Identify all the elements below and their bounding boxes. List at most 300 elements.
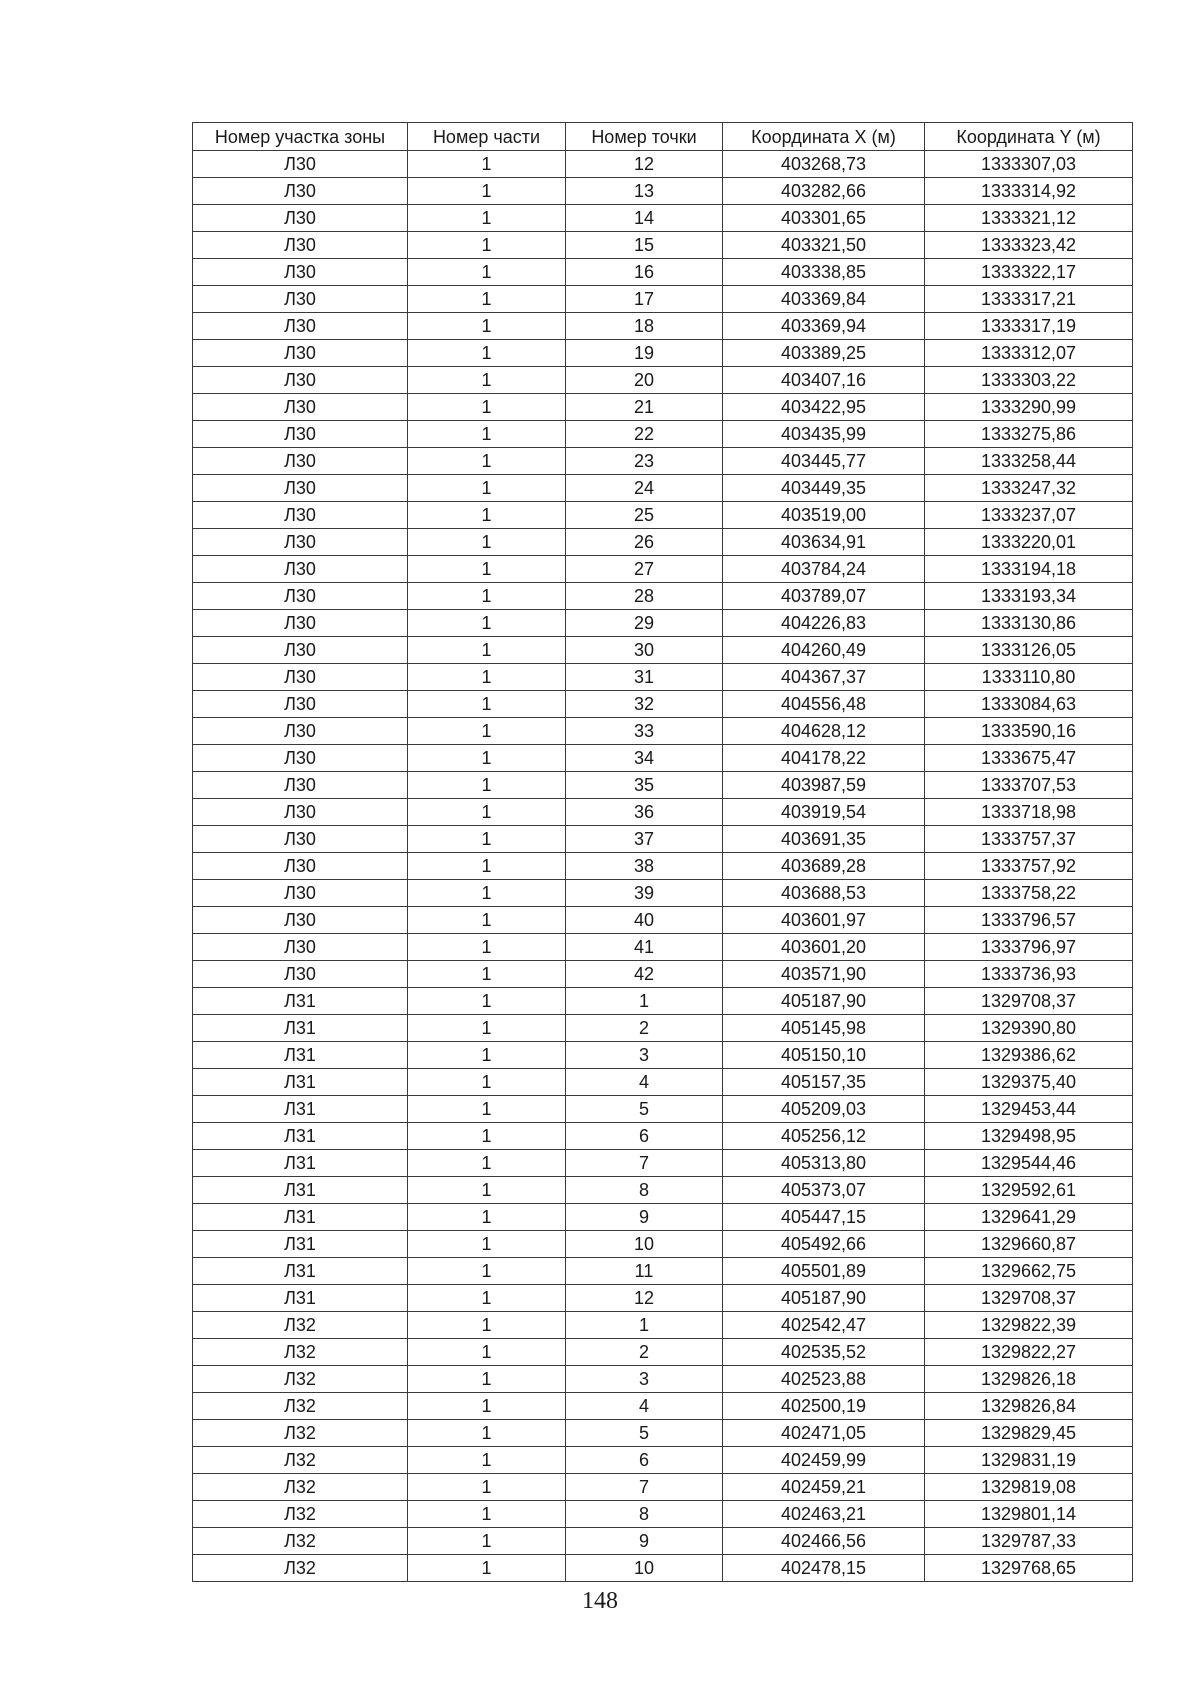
table-row bbox=[193, 1069, 1133, 1096]
coordinate-y-cell: 1333247,32 bbox=[925, 475, 1133, 502]
point-number-cell: 19 bbox=[566, 340, 723, 367]
zone-plot-number-cell: Л32 bbox=[193, 1447, 408, 1474]
part-number-cell: 1 bbox=[408, 394, 566, 421]
coordinate-y-cell: 1333275,86 bbox=[925, 421, 1133, 448]
table-row bbox=[193, 1258, 1133, 1285]
coordinate-y-cell: 1329386,62 bbox=[925, 1042, 1133, 1069]
point-number-cell: 7 bbox=[566, 1150, 723, 1177]
coordinate-x-cell: 405447,15 bbox=[723, 1204, 925, 1231]
table-row bbox=[193, 1150, 1133, 1177]
coordinate-x-cell: 402459,21 bbox=[723, 1474, 925, 1501]
point-number-cell: 8 bbox=[566, 1501, 723, 1528]
point-number-cell: 5 bbox=[566, 1096, 723, 1123]
part-number-cell: 1 bbox=[408, 502, 566, 529]
part-number-cell: 1 bbox=[408, 1474, 566, 1501]
coordinate-x-cell: 405209,03 bbox=[723, 1096, 925, 1123]
zone-plot-number-cell: Л30 bbox=[193, 421, 408, 448]
point-number-cell: 1 bbox=[566, 988, 723, 1015]
zone-plot-number-cell: Л31 bbox=[193, 988, 408, 1015]
part-number-cell: 1 bbox=[408, 1366, 566, 1393]
point-number-cell: 38 bbox=[566, 853, 723, 880]
part-number-cell: 1 bbox=[408, 232, 566, 259]
coordinate-y-cell: 1333321,12 bbox=[925, 205, 1133, 232]
coordinate-x-cell: 402459,99 bbox=[723, 1447, 925, 1474]
part-number-cell: 1 bbox=[408, 826, 566, 853]
coordinate-y-cell: 1329831,19 bbox=[925, 1447, 1133, 1474]
coordinate-x-cell: 403688,53 bbox=[723, 880, 925, 907]
point-number-cell: 1 bbox=[566, 1312, 723, 1339]
point-number-cell: 3 bbox=[566, 1366, 723, 1393]
coordinate-x-cell: 404556,48 bbox=[723, 691, 925, 718]
coordinate-y-cell: 1333130,86 bbox=[925, 610, 1133, 637]
part-number-cell: 1 bbox=[408, 880, 566, 907]
part-number-cell: 1 bbox=[408, 934, 566, 961]
coordinate-x-cell: 403449,35 bbox=[723, 475, 925, 502]
point-number-cell: 4 bbox=[566, 1393, 723, 1420]
coordinate-y-cell: 1329787,33 bbox=[925, 1528, 1133, 1555]
coordinate-x-cell: 403601,97 bbox=[723, 907, 925, 934]
part-number-cell: 1 bbox=[408, 1204, 566, 1231]
coordinate-y-cell: 1329826,84 bbox=[925, 1393, 1133, 1420]
table-row bbox=[193, 1096, 1133, 1123]
coordinate-x-cell: 403445,77 bbox=[723, 448, 925, 475]
coordinates-table bbox=[192, 122, 1133, 1582]
table-row bbox=[193, 1555, 1133, 1582]
table-row bbox=[193, 286, 1133, 313]
coordinate-x-cell: 403435,99 bbox=[723, 421, 925, 448]
part-number-cell: 1 bbox=[408, 1312, 566, 1339]
zone-plot-number-cell: Л30 bbox=[193, 259, 408, 286]
coordinate-y-cell: 1329498,95 bbox=[925, 1123, 1133, 1150]
table-row bbox=[193, 1447, 1133, 1474]
coordinate-y-cell: 1333314,92 bbox=[925, 178, 1133, 205]
zone-plot-number-cell: Л30 bbox=[193, 367, 408, 394]
zone-plot-number-cell: Л30 bbox=[193, 502, 408, 529]
zone-plot-number-cell: Л30 bbox=[193, 205, 408, 232]
table-row bbox=[193, 610, 1133, 637]
coordinate-x-cell: 402535,52 bbox=[723, 1339, 925, 1366]
zone-plot-number-cell: Л30 bbox=[193, 583, 408, 610]
table-row bbox=[193, 259, 1133, 286]
coordinate-y-cell: 1333590,16 bbox=[925, 718, 1133, 745]
point-number-cell: 10 bbox=[566, 1555, 723, 1582]
coordinate-x-cell: 405145,98 bbox=[723, 1015, 925, 1042]
coordinate-x-cell: 402466,56 bbox=[723, 1528, 925, 1555]
table-row bbox=[193, 502, 1133, 529]
point-number-cell: 15 bbox=[566, 232, 723, 259]
coordinate-y-cell: 1333707,53 bbox=[925, 772, 1133, 799]
part-number-cell: 1 bbox=[408, 718, 566, 745]
coordinate-x-cell: 405187,90 bbox=[723, 1285, 925, 1312]
point-number-cell: 12 bbox=[566, 1285, 723, 1312]
coordinate-y-cell: 1333303,22 bbox=[925, 367, 1133, 394]
coordinate-x-cell: 402542,47 bbox=[723, 1312, 925, 1339]
zone-plot-number-cell: Л31 bbox=[193, 1042, 408, 1069]
table-row bbox=[193, 934, 1133, 961]
coordinate-y-cell: 1333110,80 bbox=[925, 664, 1133, 691]
header-row bbox=[193, 123, 1133, 151]
column-header-part-number: Номер части bbox=[408, 123, 566, 151]
zone-plot-number-cell: Л30 bbox=[193, 448, 408, 475]
coordinate-y-cell: 1329375,40 bbox=[925, 1069, 1133, 1096]
point-number-cell: 34 bbox=[566, 745, 723, 772]
coordinate-y-cell: 1333312,07 bbox=[925, 340, 1133, 367]
zone-plot-number-cell: Л32 bbox=[193, 1393, 408, 1420]
table-row bbox=[193, 232, 1133, 259]
coordinate-y-cell: 1333736,93 bbox=[925, 961, 1133, 988]
coordinate-x-cell: 404226,83 bbox=[723, 610, 925, 637]
coordinate-y-cell: 1329592,61 bbox=[925, 1177, 1133, 1204]
part-number-cell: 1 bbox=[408, 448, 566, 475]
part-number-cell: 1 bbox=[408, 1393, 566, 1420]
coordinate-y-cell: 1329708,37 bbox=[925, 1285, 1133, 1312]
part-number-cell: 1 bbox=[408, 610, 566, 637]
point-number-cell: 8 bbox=[566, 1177, 723, 1204]
coordinate-y-cell: 1333757,92 bbox=[925, 853, 1133, 880]
table-row bbox=[193, 394, 1133, 421]
point-number-cell: 32 bbox=[566, 691, 723, 718]
coordinate-y-cell: 1333258,44 bbox=[925, 448, 1133, 475]
coordinate-y-cell: 1333237,07 bbox=[925, 502, 1133, 529]
part-number-cell: 1 bbox=[408, 178, 566, 205]
point-number-cell: 27 bbox=[566, 556, 723, 583]
coordinate-x-cell: 404178,22 bbox=[723, 745, 925, 772]
coordinate-x-cell: 405501,89 bbox=[723, 1258, 925, 1285]
part-number-cell: 1 bbox=[408, 853, 566, 880]
part-number-cell: 1 bbox=[408, 1501, 566, 1528]
table-row bbox=[193, 475, 1133, 502]
part-number-cell: 1 bbox=[408, 664, 566, 691]
zone-plot-number-cell: Л30 bbox=[193, 934, 408, 961]
table-row bbox=[193, 583, 1133, 610]
zone-plot-number-cell: Л32 bbox=[193, 1555, 408, 1582]
zone-plot-number-cell: Л30 bbox=[193, 151, 408, 178]
table-row bbox=[193, 1528, 1133, 1555]
point-number-cell: 6 bbox=[566, 1447, 723, 1474]
coordinate-x-cell: 403268,73 bbox=[723, 151, 925, 178]
coordinate-y-cell: 1329662,75 bbox=[925, 1258, 1133, 1285]
table-row bbox=[193, 988, 1133, 1015]
point-number-cell: 39 bbox=[566, 880, 723, 907]
zone-plot-number-cell: Л32 bbox=[193, 1312, 408, 1339]
table-row bbox=[193, 1393, 1133, 1420]
table-row bbox=[193, 1339, 1133, 1366]
coordinate-x-cell: 403601,20 bbox=[723, 934, 925, 961]
part-number-cell: 1 bbox=[408, 583, 566, 610]
zone-plot-number-cell: Л32 bbox=[193, 1366, 408, 1393]
zone-plot-number-cell: Л30 bbox=[193, 340, 408, 367]
zone-plot-number-cell: Л30 bbox=[193, 961, 408, 988]
table-row bbox=[193, 1420, 1133, 1447]
table-row bbox=[193, 1366, 1133, 1393]
table-row bbox=[193, 691, 1133, 718]
point-number-cell: 5 bbox=[566, 1420, 723, 1447]
point-number-cell: 14 bbox=[566, 205, 723, 232]
zone-plot-number-cell: Л30 bbox=[193, 313, 408, 340]
part-number-cell: 1 bbox=[408, 1015, 566, 1042]
zone-plot-number-cell: Л31 bbox=[193, 1285, 408, 1312]
table-row bbox=[193, 853, 1133, 880]
table-row bbox=[193, 1285, 1133, 1312]
table-header bbox=[193, 123, 1133, 151]
zone-plot-number-cell: Л32 bbox=[193, 1528, 408, 1555]
part-number-cell: 1 bbox=[408, 1042, 566, 1069]
coordinate-y-cell: 1329641,29 bbox=[925, 1204, 1133, 1231]
part-number-cell: 1 bbox=[408, 1285, 566, 1312]
coordinate-x-cell: 405313,80 bbox=[723, 1150, 925, 1177]
zone-plot-number-cell: Л30 bbox=[193, 556, 408, 583]
zone-plot-number-cell: Л30 bbox=[193, 394, 408, 421]
part-number-cell: 1 bbox=[408, 799, 566, 826]
table-row bbox=[193, 178, 1133, 205]
part-number-cell: 1 bbox=[408, 556, 566, 583]
point-number-cell: 10 bbox=[566, 1231, 723, 1258]
coordinate-y-cell: 1329660,87 bbox=[925, 1231, 1133, 1258]
table-row bbox=[193, 907, 1133, 934]
zone-plot-number-cell: Л32 bbox=[193, 1474, 408, 1501]
table-row bbox=[193, 556, 1133, 583]
table-row bbox=[193, 961, 1133, 988]
coordinate-x-cell: 405492,66 bbox=[723, 1231, 925, 1258]
zone-plot-number-cell: Л30 bbox=[193, 691, 408, 718]
table-row bbox=[193, 826, 1133, 853]
column-header-point-number: Номер точки bbox=[566, 123, 723, 151]
table-row bbox=[193, 340, 1133, 367]
table-row bbox=[193, 1231, 1133, 1258]
zone-plot-number-cell: Л30 bbox=[193, 826, 408, 853]
zone-plot-number-cell: Л31 bbox=[193, 1177, 408, 1204]
coordinate-y-cell: 1329829,45 bbox=[925, 1420, 1133, 1447]
table-row bbox=[193, 664, 1133, 691]
coordinate-x-cell: 405373,07 bbox=[723, 1177, 925, 1204]
coordinate-x-cell: 403987,59 bbox=[723, 772, 925, 799]
point-number-cell: 23 bbox=[566, 448, 723, 475]
zone-plot-number-cell: Л30 bbox=[193, 718, 408, 745]
point-number-cell: 18 bbox=[566, 313, 723, 340]
coordinate-x-cell: 403338,85 bbox=[723, 259, 925, 286]
coordinate-x-cell: 405256,12 bbox=[723, 1123, 925, 1150]
part-number-cell: 1 bbox=[408, 313, 566, 340]
part-number-cell: 1 bbox=[408, 1123, 566, 1150]
point-number-cell: 22 bbox=[566, 421, 723, 448]
part-number-cell: 1 bbox=[408, 745, 566, 772]
zone-plot-number-cell: Л32 bbox=[193, 1420, 408, 1447]
point-number-cell: 33 bbox=[566, 718, 723, 745]
point-number-cell: 2 bbox=[566, 1015, 723, 1042]
table-row bbox=[193, 718, 1133, 745]
part-number-cell: 1 bbox=[408, 1528, 566, 1555]
zone-plot-number-cell: Л31 bbox=[193, 1258, 408, 1285]
part-number-cell: 1 bbox=[408, 907, 566, 934]
coordinate-x-cell: 403919,54 bbox=[723, 799, 925, 826]
coordinate-y-cell: 1333758,22 bbox=[925, 880, 1133, 907]
point-number-cell: 29 bbox=[566, 610, 723, 637]
table-row bbox=[193, 1015, 1133, 1042]
table-row bbox=[193, 1312, 1133, 1339]
part-number-cell: 1 bbox=[408, 205, 566, 232]
coordinate-y-cell: 1329708,37 bbox=[925, 988, 1133, 1015]
zone-plot-number-cell: Л30 bbox=[193, 286, 408, 313]
table-row bbox=[193, 151, 1133, 178]
part-number-cell: 1 bbox=[408, 1150, 566, 1177]
point-number-cell: 7 bbox=[566, 1474, 723, 1501]
part-number-cell: 1 bbox=[408, 340, 566, 367]
coordinate-y-cell: 1329453,44 bbox=[925, 1096, 1133, 1123]
point-number-cell: 11 bbox=[566, 1258, 723, 1285]
zone-plot-number-cell: Л30 bbox=[193, 907, 408, 934]
table-row bbox=[193, 1501, 1133, 1528]
coordinate-y-cell: 1333084,63 bbox=[925, 691, 1133, 718]
coordinate-x-cell: 403691,35 bbox=[723, 826, 925, 853]
coordinate-x-cell: 405157,35 bbox=[723, 1069, 925, 1096]
coordinate-y-cell: 1333194,18 bbox=[925, 556, 1133, 583]
point-number-cell: 16 bbox=[566, 259, 723, 286]
coordinate-y-cell: 1333796,97 bbox=[925, 934, 1133, 961]
zone-plot-number-cell: Л30 bbox=[193, 529, 408, 556]
table-row bbox=[193, 448, 1133, 475]
coordinate-y-cell: 1333757,37 bbox=[925, 826, 1133, 853]
coordinate-x-cell: 404628,12 bbox=[723, 718, 925, 745]
part-number-cell: 1 bbox=[408, 1177, 566, 1204]
table-row bbox=[193, 421, 1133, 448]
coordinate-x-cell: 403389,25 bbox=[723, 340, 925, 367]
point-number-cell: 31 bbox=[566, 664, 723, 691]
zone-plot-number-cell: Л30 bbox=[193, 745, 408, 772]
part-number-cell: 1 bbox=[408, 637, 566, 664]
coordinate-x-cell: 403789,07 bbox=[723, 583, 925, 610]
coordinate-y-cell: 1333317,19 bbox=[925, 313, 1133, 340]
table-row bbox=[193, 880, 1133, 907]
zone-plot-number-cell: Л31 bbox=[193, 1015, 408, 1042]
point-number-cell: 26 bbox=[566, 529, 723, 556]
point-number-cell: 4 bbox=[566, 1069, 723, 1096]
coordinate-y-cell: 1333317,21 bbox=[925, 286, 1133, 313]
zone-plot-number-cell: Л30 bbox=[193, 853, 408, 880]
table-row bbox=[193, 1123, 1133, 1150]
zone-plot-number-cell: Л30 bbox=[193, 178, 408, 205]
coordinate-y-cell: 1333126,05 bbox=[925, 637, 1133, 664]
zone-plot-number-cell: Л30 bbox=[193, 772, 408, 799]
zone-plot-number-cell: Л30 bbox=[193, 880, 408, 907]
point-number-cell: 12 bbox=[566, 151, 723, 178]
coordinate-y-cell: 1329768,65 bbox=[925, 1555, 1133, 1582]
zone-plot-number-cell: Л30 bbox=[193, 610, 408, 637]
coordinate-x-cell: 403321,50 bbox=[723, 232, 925, 259]
point-number-cell: 20 bbox=[566, 367, 723, 394]
part-number-cell: 1 bbox=[408, 1447, 566, 1474]
column-header-coordinate-x: Координата X (м) bbox=[723, 123, 925, 151]
point-number-cell: 28 bbox=[566, 583, 723, 610]
part-number-cell: 1 bbox=[408, 151, 566, 178]
coordinate-x-cell: 403422,95 bbox=[723, 394, 925, 421]
coordinate-x-cell: 404367,37 bbox=[723, 664, 925, 691]
zone-plot-number-cell: Л30 bbox=[193, 664, 408, 691]
part-number-cell: 1 bbox=[408, 1555, 566, 1582]
coordinate-y-cell: 1329390,80 bbox=[925, 1015, 1133, 1042]
table-row bbox=[193, 367, 1133, 394]
coordinate-y-cell: 1333322,17 bbox=[925, 259, 1133, 286]
table-row bbox=[193, 772, 1133, 799]
point-number-cell: 17 bbox=[566, 286, 723, 313]
part-number-cell: 1 bbox=[408, 286, 566, 313]
table-row bbox=[193, 799, 1133, 826]
table-row bbox=[193, 1042, 1133, 1069]
coordinate-x-cell: 402478,15 bbox=[723, 1555, 925, 1582]
coordinate-y-cell: 1333290,99 bbox=[925, 394, 1133, 421]
coordinate-x-cell: 403634,91 bbox=[723, 529, 925, 556]
part-number-cell: 1 bbox=[408, 988, 566, 1015]
coordinate-y-cell: 1329822,39 bbox=[925, 1312, 1133, 1339]
table-row bbox=[193, 1474, 1133, 1501]
coordinate-y-cell: 1333675,47 bbox=[925, 745, 1133, 772]
zone-plot-number-cell: Л31 bbox=[193, 1123, 408, 1150]
part-number-cell: 1 bbox=[408, 1096, 566, 1123]
coordinate-y-cell: 1333796,57 bbox=[925, 907, 1133, 934]
point-number-cell: 6 bbox=[566, 1123, 723, 1150]
part-number-cell: 1 bbox=[408, 1420, 566, 1447]
coordinate-y-cell: 1333718,98 bbox=[925, 799, 1133, 826]
point-number-cell: 40 bbox=[566, 907, 723, 934]
table-row bbox=[193, 313, 1133, 340]
zone-plot-number-cell: Л31 bbox=[193, 1150, 408, 1177]
zone-plot-number-cell: Л30 bbox=[193, 232, 408, 259]
coordinate-y-cell: 1333220,01 bbox=[925, 529, 1133, 556]
part-number-cell: 1 bbox=[408, 691, 566, 718]
coordinate-y-cell: 1329801,14 bbox=[925, 1501, 1133, 1528]
zone-plot-number-cell: Л31 bbox=[193, 1231, 408, 1258]
part-number-cell: 1 bbox=[408, 529, 566, 556]
part-number-cell: 1 bbox=[408, 475, 566, 502]
page-number: 148 bbox=[582, 1588, 618, 1614]
coordinate-y-cell: 1329826,18 bbox=[925, 1366, 1133, 1393]
point-number-cell: 25 bbox=[566, 502, 723, 529]
part-number-cell: 1 bbox=[408, 1258, 566, 1285]
point-number-cell: 2 bbox=[566, 1339, 723, 1366]
column-header-zone-plot-number: Номер участка зоны bbox=[193, 123, 408, 151]
point-number-cell: 41 bbox=[566, 934, 723, 961]
coordinate-x-cell: 402523,88 bbox=[723, 1366, 925, 1393]
coordinate-x-cell: 403369,94 bbox=[723, 313, 925, 340]
coordinate-x-cell: 403282,66 bbox=[723, 178, 925, 205]
zone-plot-number-cell: Л31 bbox=[193, 1204, 408, 1231]
coordinate-y-cell: 1329819,08 bbox=[925, 1474, 1133, 1501]
zone-plot-number-cell: Л30 bbox=[193, 637, 408, 664]
coordinate-x-cell: 404260,49 bbox=[723, 637, 925, 664]
point-number-cell: 30 bbox=[566, 637, 723, 664]
point-number-cell: 24 bbox=[566, 475, 723, 502]
coordinate-y-cell: 1333193,34 bbox=[925, 583, 1133, 610]
table-row bbox=[193, 529, 1133, 556]
table-body bbox=[193, 151, 1133, 1582]
coordinate-x-cell: 403301,65 bbox=[723, 205, 925, 232]
coordinate-x-cell: 403784,24 bbox=[723, 556, 925, 583]
zone-plot-number-cell: Л31 bbox=[193, 1096, 408, 1123]
zone-plot-number-cell: Л30 bbox=[193, 475, 408, 502]
zone-plot-number-cell: Л31 bbox=[193, 1069, 408, 1096]
coordinate-x-cell: 403369,84 bbox=[723, 286, 925, 313]
table-row bbox=[193, 205, 1133, 232]
table-row bbox=[193, 1204, 1133, 1231]
coordinate-x-cell: 403519,00 bbox=[723, 502, 925, 529]
part-number-cell: 1 bbox=[408, 259, 566, 286]
point-number-cell: 21 bbox=[566, 394, 723, 421]
part-number-cell: 1 bbox=[408, 1339, 566, 1366]
coordinate-y-cell: 1333323,42 bbox=[925, 232, 1133, 259]
zone-plot-number-cell: Л30 bbox=[193, 799, 408, 826]
coordinate-x-cell: 405187,90 bbox=[723, 988, 925, 1015]
coordinate-y-cell: 1333307,03 bbox=[925, 151, 1133, 178]
part-number-cell: 1 bbox=[408, 772, 566, 799]
